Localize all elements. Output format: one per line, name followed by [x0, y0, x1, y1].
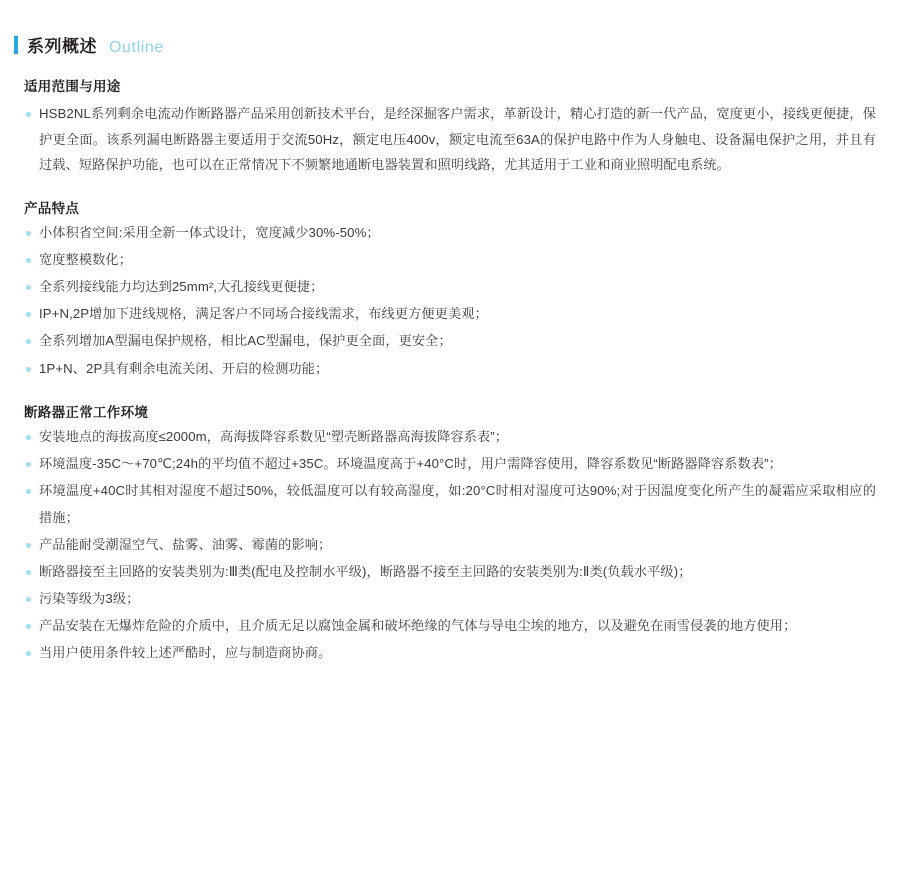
list-item: 产品能耐受潮湿空气、盐雾、油雾、霉菌的影响；	[24, 531, 876, 558]
list-item: 污染等级为3级；	[24, 585, 876, 612]
list-item: 全系列接线能力均达到25mm²,大孔接线更便捷；	[24, 273, 876, 300]
list-item: 断路器接至主回路的安装类别为:Ⅲ类(配电及控制水平级)，断路器不接至主回路的安装类别为:Ⅱ类(负载水平级)；	[24, 558, 876, 585]
list-item: 环境温度-35C～+70℃;24h的平均值不超过+35C。环境温度高于+40°C时，用户需降容使用，降容系数见“断路器降容系数表”；	[24, 450, 876, 477]
section-features	[24, 197, 876, 381]
list-item: 全系列增加A型漏电保护规格，相比AC型漏电，保护更全面，更安全；	[24, 327, 876, 354]
list-item: HSB2NL系列剩余电流动作断路器产品采用创新技术平台，是经深掘客户需求，革新设计，精心打造的新一代产品，宽度更小，接线更便捷，保护更全面。该系列漏电断路器主要适用于交流50Hz，额定电压400v，额定电流至63A的保护电路中作为人身触电、设备漏电保护之用，并且有过载、短路保护功能，也可以在正常情况下不频繁地通断电器装置和照明线路，尤其适用于工业和商业照明配电系统。	[24, 101, 876, 178]
list-item: 安装地点的海拔高度≤2000m，高海拔降容系数见“塑壳断路器高海拔降容系表”；	[24, 423, 876, 450]
section-scope-title: 适用范围与用途	[24, 79, 121, 94]
list-item: 当用户使用条件较上述严酷时，应与制造商协商。	[24, 639, 876, 666]
list-item: 小体积省空间:采用全新一体式设计，宽度减少30%-50%；	[24, 219, 876, 246]
page-title-english: Outline	[109, 39, 164, 56]
list-item: 1P+N、2P具有剩余电流关闭、开启的检测功能；	[24, 355, 876, 382]
list-item: 环境温度+40C时其相对湿度不超过50%，较低温度可以有较高湿度，如:20°C时相对湿度可达90%;对于因温度变化所产生的凝霜应采取相应的措施；	[24, 477, 876, 531]
section-environment-list	[24, 423, 876, 667]
accent-bar-icon	[14, 36, 18, 54]
section-environment	[24, 401, 876, 667]
page-title: 系列概述	[27, 37, 97, 56]
section-scope-list	[24, 101, 876, 178]
list-item: 宽度整模数化；	[24, 246, 876, 273]
list-item: IP+N,2P增加下进线规格，满足客户不同场合接线需求，布线更方便更美观；	[24, 300, 876, 327]
section-environment-title: 断路器正常工作环境	[24, 404, 149, 420]
document-content	[0, 75, 900, 666]
section-scope	[24, 75, 876, 178]
section-features-title: 产品特点	[24, 201, 80, 217]
list-item: 产品安装在无爆炸危险的介质中，且介质无足以腐蚀金属和破坏绝缘的气体与导电尘埃的地方，以及避免在雨雪侵袭的地方使用；	[24, 612, 876, 639]
section-features-list	[24, 219, 876, 381]
section-header	[0, 0, 900, 56]
